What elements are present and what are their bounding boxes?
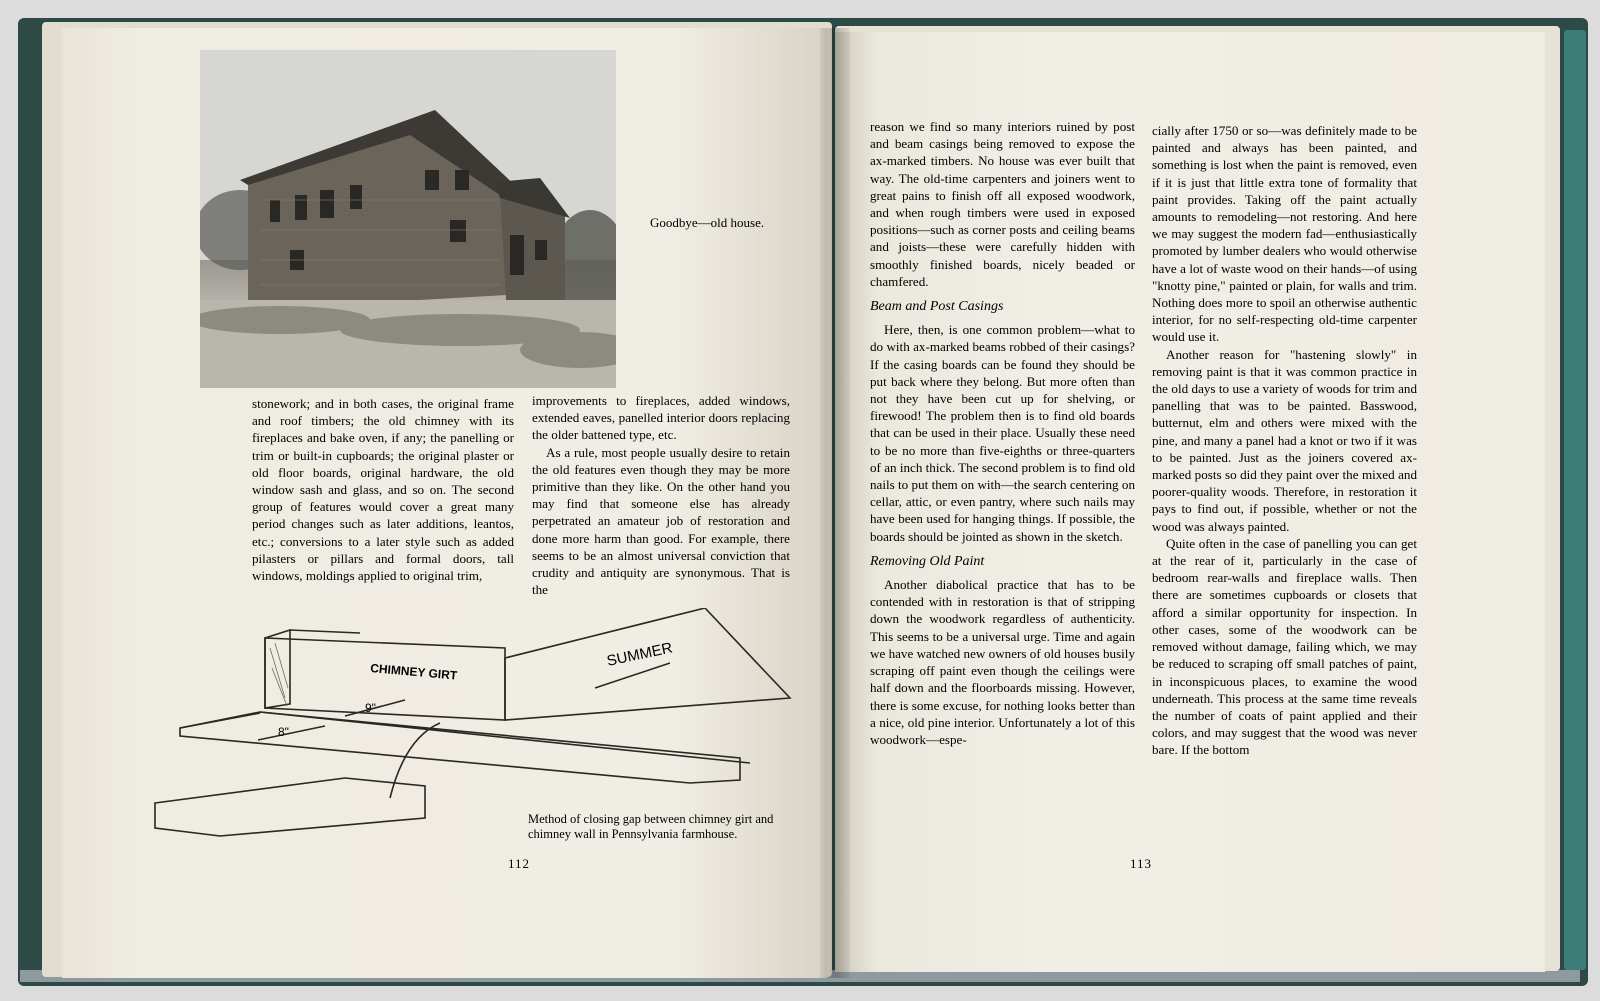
- left-column-2: [532, 392, 790, 598]
- paragraph: As a rule, most people usually desire to retain the old features even though they may be more primitive than they like. On the other hand you may find that someone else has already perpetrated an amateur job of restoration and done more harm than good. For example, there seems to be an almost universal conviction that crudity and antiquity are synonymous. That is the: [532, 444, 790, 598]
- section-heading: Beam and Post Casings: [870, 299, 1004, 315]
- left-page-number: 112: [508, 856, 531, 871]
- old-house-photo: [200, 50, 616, 388]
- paragraph: Here, then, is one common problem—what to do with ax-marked beams robbed of their casings? If the casing boards can be found they should be put back where they belong. But more often than not they have been cut up for shelving, or firewood! The problem then is to find old boards that can be used in their place. Usually these need to be no more than five-eighths or three-quarters of an inch thick. The second problem is to find old nails to put them on with—the search centering on cellar, attic, or even pantry, where such nails may have been used for hanging things. If possible, the boards should be jointed as shown in the sketch.: [870, 322, 1135, 544]
- sketch-label-9-inch: 9": [365, 701, 376, 715]
- old-house-illustration: [200, 50, 616, 388]
- cover-edge: [1564, 30, 1586, 970]
- sketch-label-chimney-girt: CHIMNEY GIRT: [369, 661, 458, 683]
- paragraph: stonework; and in both cases, the original frame and roof timbers; the old chimney with its fireplaces and bake oven, if any; the panelling or trim or built-in cupboards; the original plaster or old floor boards, original hardware, the old window sash and glass, and so on. The second group of features would cover a great many period changes such as later additions, leantos, etc.; conversions to a later style such as added pilasters or pillars and formal doors, tall windows, moldings applied to original trim,: [252, 396, 514, 584]
- paragraph: Quite often in the case of panelling you can get at the rear of it, particularly in the case of bedroom rear-walls and fireplace walls. Then there are sometimes cupboards or closets that afford a similar opportunity for inspection. In other cases, some of the woodwork can be removed without damage, failing which, we may be reduced to scraping off small patches of paint, in inconspicuous places, to examine the wood underneath. This process at the same time reveals the number of coats of paint applied and their colors, and may suggest that the wood was never bare. If the bottom: [1152, 535, 1417, 758]
- left-column-1: [252, 395, 514, 584]
- sketch-caption: Method of closing gap between chimney girt and chimney wall in Pennsylvania farmhouse.: [528, 812, 774, 841]
- paragraph: improvements to fireplaces, added windows, extended eaves, panelled interior doors replacing the older battened type, etc.: [532, 393, 790, 443]
- right-column-2: [1152, 122, 1417, 759]
- paragraph: Another diabolical practice that has to be contended with in restoration is that of stripping down the woodwork regardless of authenticity. This seems to be a universal urge. Time and again we have watched new owners of old houses busily scraping off paint even though the ceilings were half down and the floorboards missing. However, there is some excuse, for nothing looks better than a nice, old pine interior. Unfortunately a lot of this woodwork—espe-: [870, 577, 1135, 747]
- paragraph: cially after 1750 or so—was definitely made to be painted and always has been painted, and something is lost when the paint is removed, even if it is just that little extra tone of formality that paint provides. Taking off the paint actually amounts to remodeling—not restoring. And here we may suggest the modern fad—enthusiastically promoted by lumber dealers who would otherwise have a lot of waste wood on their hands—of using "knotty pine," painted or plain, for walls and trim. Nothing does more to spoil an otherwise authentic interior, for no self-respecting old-time carpenter would use it.: [1152, 123, 1417, 345]
- sketch-label-summer: SUMMER: [605, 639, 675, 670]
- sketch-label-8-inch: 8": [278, 725, 289, 739]
- section-heading: Removing Old Paint: [870, 553, 985, 569]
- paragraph: Another reason for "hastening slowly" in removing paint is that it was common practice in the old days to use a variety of woods for trim and panelling that was to be painted. Basswood, butternut, elm and others were mixed with the pine, and many a panel had a knot or two if it was to be painted. Just as the joiners covered ax-marked posts so did they paint over the mixed and poorer-quality woods. Therefore, in restoration it pays to find out, if possible, whether or not the wood was always painted.: [1152, 346, 1417, 534]
- right-page-number: 113: [1130, 856, 1153, 871]
- right-column-1: [870, 118, 1135, 748]
- photo-caption: Goodbye—old house.: [650, 215, 765, 230]
- paragraph: reason we find so many interiors ruined by post and beam casings being removed to expose the ax-marked timbers. No house was ever built that way. The old-time carpenters and joiners went to great pains to finish off all exposed woodwork, and when rough timbers were used in exposed positions—such as corner posts and ceiling beams and joists—these were carefully hidden with smoothly finished boards, nicely beaded or chamfered.: [870, 119, 1135, 289]
